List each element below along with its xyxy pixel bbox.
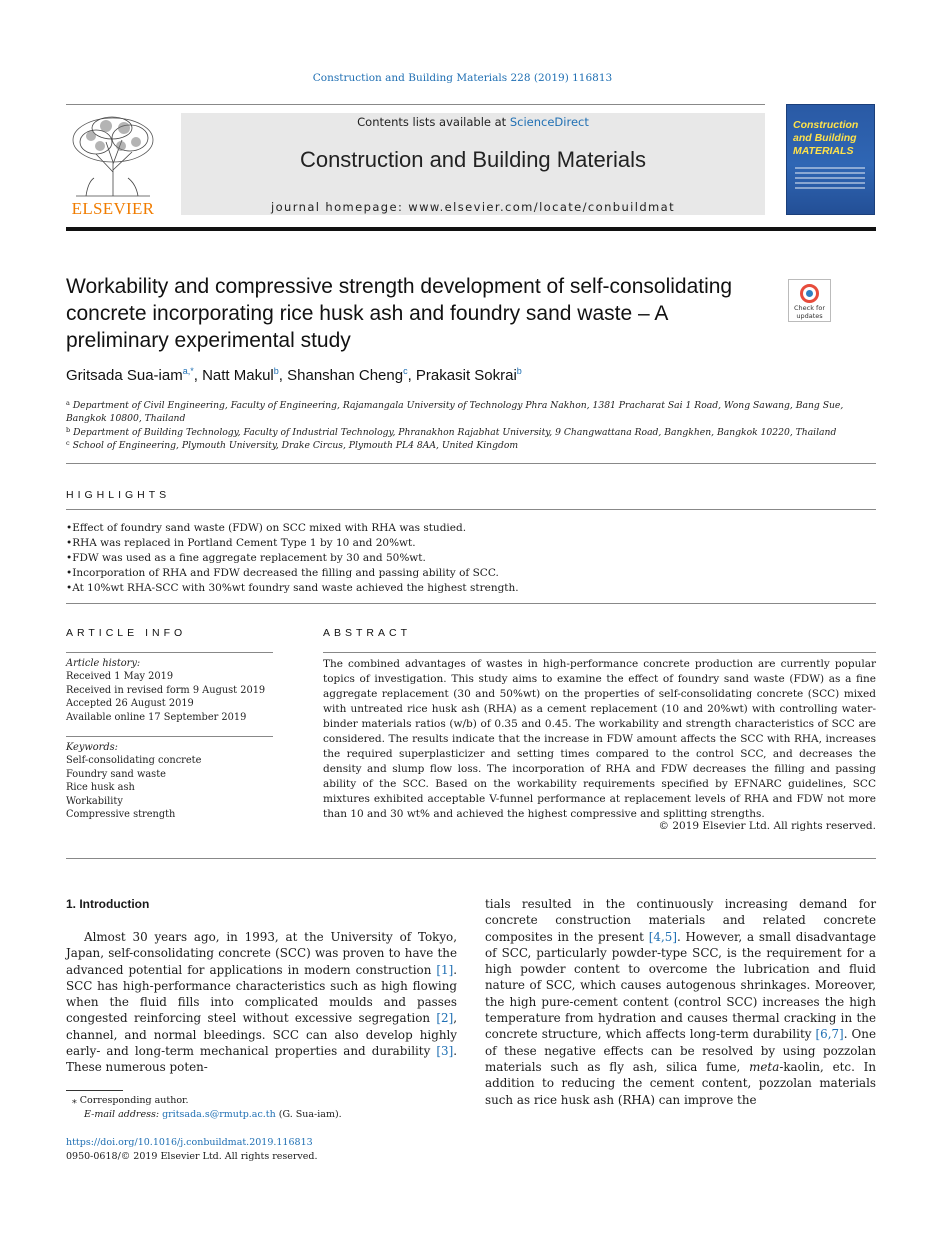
keyword: Foundry sand waste	[66, 768, 166, 780]
author-affiliation-mark[interactable]: b	[273, 366, 279, 376]
keyword: Compressive strength	[66, 809, 176, 821]
intro-left-column: Almost 30 years ago, in 1993, at the University of Tokyo, Japan, self-consolidating concrete (SCC) was proven to have the advanced potential for applications in modern construction [1]. SCC has high-performance characteristics such as high flowing when the fluid fills into complicated moulds and passes congested reinforcing steel without excessive segregation [2], channel, and normal bleedings. SCC can also develop highly early- and long-term mechanical properties and durability [3]. These numerous poten-	[66, 930, 457, 1075]
corresponding-author-note: ⁎ Corresponding author.	[72, 1095, 189, 1106]
keyword: Self-consolidating concrete	[66, 755, 202, 767]
section-heading-introduction: 1. Introduction	[66, 897, 150, 911]
tree-icon	[66, 112, 160, 198]
abstract-heading: ABSTRACT	[323, 627, 412, 639]
divider	[66, 603, 876, 604]
keyword: Workability	[66, 795, 123, 807]
journal-reference[interactable]: Construction and Building Materials 228 (2019) 116813	[312, 72, 613, 84]
history-item: Available online 17 September 2019	[66, 711, 247, 723]
masthead-rule	[66, 227, 876, 231]
article-history	[66, 657, 273, 724]
contents-line: Contents lists available at ScienceDirect	[357, 115, 589, 129]
history-label: Article history:	[66, 658, 141, 669]
article-info-heading: ARTICLE INFO	[66, 627, 187, 639]
divider	[66, 736, 273, 737]
history-item: Received in revised form 9 August 2019	[66, 684, 266, 696]
elsevier-wordmark[interactable]: ELSEVIER	[71, 199, 155, 218]
keywords	[66, 741, 273, 821]
divider	[323, 652, 876, 653]
doi-line	[66, 1136, 313, 1149]
citation-link[interactable]: [1]	[436, 962, 454, 977]
list-item: • At 10%wt RHA-SCC with 30%wt foundry sand waste achieved the highest strength.	[66, 581, 876, 596]
citation-link[interactable]: [2]	[436, 1011, 454, 1026]
author-affiliation-mark[interactable]: a,*	[182, 366, 194, 376]
doi-link[interactable]: https://doi.org/10.1016/j.conbuildmat.2019.116813	[66, 1137, 313, 1148]
footnote-rule	[66, 1090, 123, 1091]
intro-right-column: tials resulted in the continuously increasing demand for concrete construction materials and related concrete composites in the present [4,5]. However, a small disadvantage of SCC, particularly powder-type SCC, is the requirement for a high powder content to overcome the lubrication and fluid nature of SCC, which causes autogenous shrinkages. Moreover, the high pure-cement content (control SCC) increases the high temperature from hydration and causes thermal cracking in the concrete structure, which affects long-term durability [6,7]. One of these negative effects can be resolved by using pozzolan materials such as fly ash, silica fume, meta-kaolin, etc. In addition to reducing the cement content, pozzolan materials such as rice husk ash (RHA) can improve the	[485, 897, 877, 1107]
keyword: Rice husk ash	[66, 782, 135, 794]
header-divider	[66, 104, 765, 105]
journal-banner	[181, 113, 765, 215]
sciencedirect-link[interactable]: ScienceDirect	[509, 115, 589, 129]
author-list: Gritsada Sua-iam$^{a,*}$, Natt Makul$^b$, Shanshan Cheng$^c$, Prakasit Sokrai$^b$	[66, 366, 522, 384]
author-name[interactable]: Prakasit Sokrai	[415, 367, 517, 384]
journal-cover-thumbnail[interactable]	[786, 104, 875, 215]
author-name[interactable]: Shanshan Cheng	[287, 367, 404, 384]
affiliation: $^c$ School of Engineering, Plymouth University, Drake Circus, Plymouth PL4 8AA, United Kingdom	[66, 439, 519, 451]
abstract-copyright: © 2019 Elsevier Ltd. All rights reserved.	[658, 820, 876, 832]
author-name[interactable]: Gritsada Sua-iam	[66, 367, 183, 384]
history-item: Accepted 26 August 2019	[66, 698, 194, 710]
journal-title[interactable]: Construction and Building Materials	[299, 147, 647, 172]
cover-title: Construction and Building MATERIALS	[793, 119, 859, 157]
citation-link[interactable]: [3]	[436, 1044, 454, 1059]
email-note: E-mail address: gritsada.s@rmutp.ac.th (G. Sua-iam).	[84, 1109, 342, 1120]
issn-line: 0950-0618/© 2019 Elsevier Ltd. All rights reserved.	[66, 1151, 318, 1162]
list-item: • RHA was replaced in Portland Cement Type 1 by 10 and 20%wt.	[66, 536, 876, 551]
author-name[interactable]: Natt Makul	[202, 367, 274, 384]
history-item: Received 1 May 2019	[66, 671, 174, 683]
list-item: • FDW was used as a fine aggregate replacement by 30 and 50%wt.	[66, 551, 876, 566]
check-for-updates-button[interactable]	[788, 279, 831, 322]
divider	[66, 652, 273, 653]
author-affiliation-mark[interactable]: b	[516, 366, 522, 376]
divider	[66, 509, 876, 510]
list-item: • Incorporation of RHA and FDW decreased the filling and passing ability of SCC.	[66, 566, 876, 581]
abstract-text: The combined advantages of wastes in high-performance concrete production are currently popular topics of investigation. This study aims to examine the effect of foundry sand waste (FDW) as a fine aggregate replacement (30 and 50%wt) on the properties of self-consolidating concrete (SCC) mixed with untreated rice husk ash (RHA) as a cement replacement (10 and 20%wt) with controlling water-binder materials ratios (w/b) of 0.35 and 0.45. The workability and strength characteristics of SCC are considered. The results indicate that the increase in FDW amount affects the SCC with RHA, increases the required superplasticizer and setting times compared to the control SCC, and decreases the density and slump flow loss. The incorporation of RHA and FDW decreases the filling and passing ability of the SCC. Based on the workability requirements specified by EFNARC guidelines, SCC mixtures exhibited acceptable V-funnel performance at replacement levels of RHA and FDW not more than 10 and 30 wt% and achieved the highest compressive and splitting strengths.	[323, 658, 876, 820]
author-affiliation-mark[interactable]: c	[403, 366, 408, 376]
citation-link[interactable]: [6,7]	[815, 1027, 844, 1042]
divider	[66, 858, 876, 859]
email-link[interactable]: gritsada.s@rmutp.ac.th	[162, 1109, 276, 1120]
highlights-heading: HIGHLIGHTS	[66, 489, 171, 501]
article-title: Workability and compressive strength development of self-consolidating concrete incorporating rice husk ash and foundry sand waste – A preliminary experimental study	[66, 275, 733, 352]
journal-homepage[interactable]: journal homepage: www.elsevier.com/locate/conbuildmat	[270, 200, 676, 214]
affiliation: $^a$ Department of Civil Engineering, Faculty of Engineering, Rajamangala University of Technology Phra Nakhon, 1381 Pracharat Sai 1 Road, Wong Sawang, Bang Sue, Bangkok 10800, Thailand	[66, 399, 844, 424]
keywords-label: Keywords:	[66, 742, 118, 753]
divider	[66, 463, 876, 464]
crossmark-icon	[800, 284, 819, 303]
list-item: • Effect of foundry sand waste (FDW) on SCC mixed with RHA was studied.	[66, 521, 876, 536]
check-updates-label: Check for updates	[794, 304, 825, 320]
affiliation: $^b$ Department of Building Technology, Faculty of Industrial Technology, Phranakhon Rajabhat University, 9 Changwattana Road, Bangkhen, Bangkok 10220, Thailand	[66, 426, 837, 438]
highlights-list	[66, 521, 876, 596]
cover-decoration	[795, 167, 865, 192]
citation-link[interactable]: [4,5]	[648, 929, 677, 944]
